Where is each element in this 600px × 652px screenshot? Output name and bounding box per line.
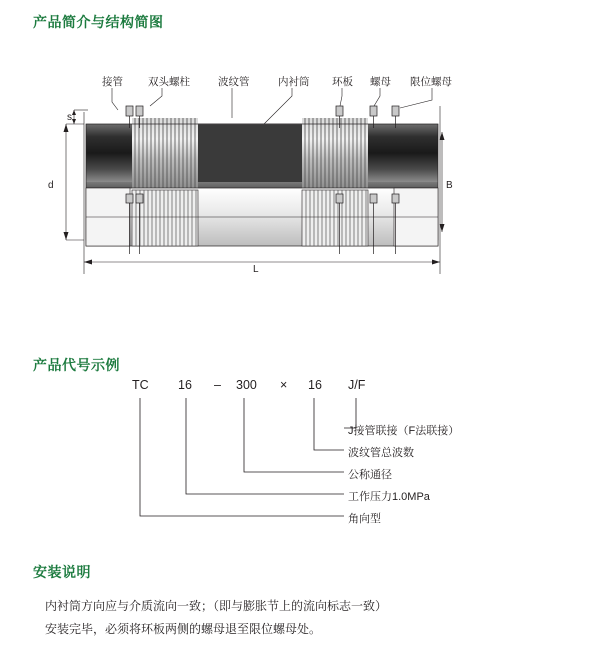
leader-text-connection: J接管联接（F法联接） [348, 425, 460, 437]
dimension-label-B: B [446, 180, 453, 191]
leader-text-waves: 波纹管总波数 [348, 447, 414, 459]
code-token-dash: – [214, 378, 221, 392]
structure-drawing-svg [40, 62, 540, 292]
product-code-diagram [40, 378, 540, 538]
callout-label-ring-plate: 环板 [332, 76, 353, 88]
structure-diagram [40, 62, 540, 292]
code-token-waves: 16 [308, 378, 322, 392]
lower-view [86, 188, 438, 254]
callout-label-limit-nut: 限位螺母 [410, 76, 452, 88]
leader-text-pressure: 工作压力1.0MPa [348, 491, 430, 503]
install-note-line-1: 内衬筒方向应与介质流向一致；（即与膨胀节上的流向标志一致） [45, 599, 388, 613]
dimension-label-d: d [48, 180, 54, 191]
callout-label-nut: 螺母 [370, 76, 391, 88]
callout-label-nozzle: 接管 [102, 76, 123, 88]
section-title-install: 安装说明 [33, 564, 91, 580]
install-notes [45, 598, 565, 644]
dimension-label-s: s [67, 112, 72, 123]
section-title-product-intro: 产品简介与结构简图 [33, 14, 164, 30]
code-token-times: × [280, 378, 288, 392]
code-token-diameter: 300 [236, 378, 257, 392]
leader-text-type: 角向型 [348, 513, 381, 525]
code-token-connection: J/F [348, 378, 366, 392]
callout-label-stud-bolt: 双头螺柱 [148, 76, 190, 88]
callout-label-liner: 内衬筒 [278, 76, 310, 88]
callout-label-bellows: 波纹管 [218, 76, 250, 88]
code-token-pressure: 16 [178, 378, 192, 392]
code-leader-lines-svg [40, 378, 540, 538]
install-note-line-2: 安装完毕，必须将环板两侧的螺母退至限位螺母处。 [45, 622, 322, 636]
section-title-product-code: 产品代号示例 [33, 357, 120, 373]
dimension-label-L: L [253, 264, 259, 275]
code-token-type: TC [132, 378, 149, 392]
leader-text-diameter: 公称通径 [348, 469, 392, 481]
